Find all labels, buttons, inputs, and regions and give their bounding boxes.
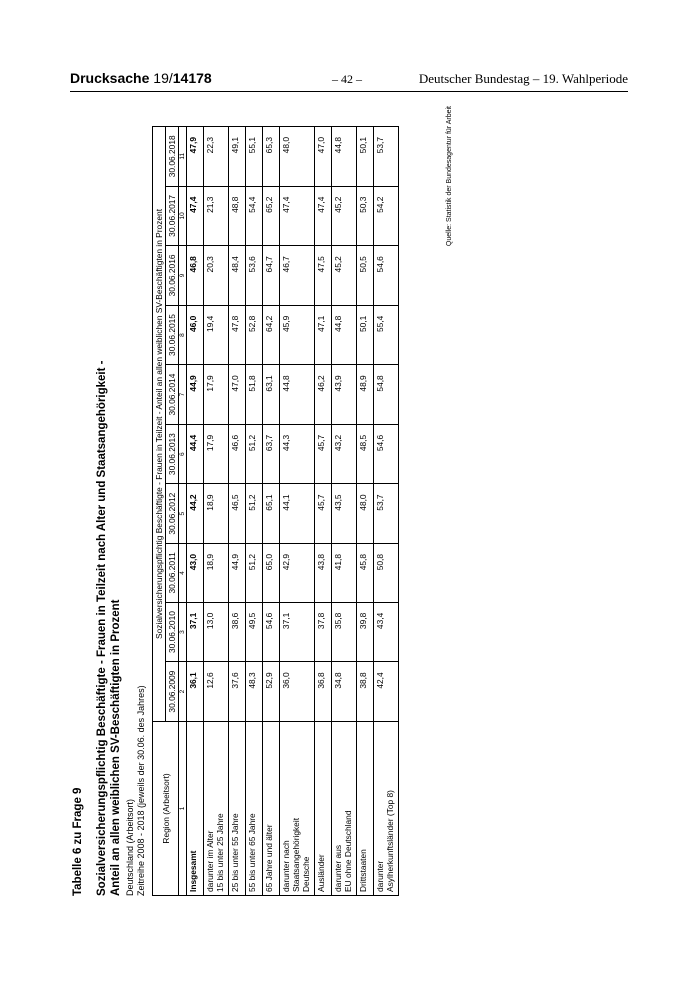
table-cell: 52,9 [263,662,280,722]
table-cell: 36,0 [280,662,315,722]
table-cell: 12,6 [204,662,229,722]
column-number-row [179,127,187,896]
table-cell: 39,8 [357,602,374,662]
table-cell: 65,2 [263,186,280,246]
table-cell: 46,6 [229,424,246,484]
table-cell: 51,2 [246,484,263,544]
table-cell: 54,6 [263,602,280,662]
table-cell: 46,7 [280,246,315,306]
table-cell: 53,7 [374,127,399,187]
table-cell: 43,0 [187,543,204,602]
table-cell: 54,4 [246,186,263,246]
row-label: darunter nach Staatsangehörigkeit Deutsche [280,721,315,895]
table-cell: 49,5 [246,602,263,662]
column-number: 1 [179,721,187,895]
header-doc-number-plain: 19/ [153,70,173,86]
table-row [280,127,315,896]
row-label: darunter aus EU ohne Deutschland [332,721,357,895]
table-cell: 41,8 [332,543,357,602]
table-cell: 42,4 [374,662,399,722]
table-row [229,127,246,896]
row-label: 55 bis unter 65 Jahre [246,721,263,895]
date-column-header: 30.06.2010 [166,602,179,662]
source-note: Quelle: Statistik der Bundesagentur für Arbeit [446,106,453,247]
table-cell: 43,5 [332,484,357,544]
date-column-header: 30.06.2018 [166,127,179,187]
header-rule [70,91,628,92]
page-header-left [70,70,212,86]
table-title-line2: Anteil an allen weiblichen SV-Beschäftigten in Prozent [110,599,122,896]
table-cell: 47,0 [315,127,332,187]
data-table [152,126,399,896]
column-number: 6 [179,424,187,484]
table-cell: 64,2 [263,305,280,365]
table-cell: 44,8 [280,365,315,425]
table-cell: 47,1 [315,305,332,365]
group-column-header: Sozialversicherungspflichtig Beschäftigte - Frauen in Teilzeit - Anteil an allen weiblichen SV-Beschäftigten in Prozent [153,127,166,722]
table-cell: 55,1 [246,127,263,187]
table-cell: 44,8 [332,127,357,187]
date-column-header: 30.06.2011 [166,543,179,602]
table-row [315,127,332,896]
date-column-header: 30.06.2015 [166,305,179,365]
header-doc-number [153,70,211,86]
table-cell: 21,3 [204,186,229,246]
column-number: 2 [179,662,187,722]
table-cell: 53,6 [246,246,263,306]
table-cell: 38,8 [357,662,374,722]
table-cell: 44,8 [332,305,357,365]
table-cell: 19,4 [204,305,229,365]
table-cell: 37,1 [280,602,315,662]
table-cell: 45,2 [332,246,357,306]
date-column-header: 30.06.2013 [166,424,179,484]
table-subtitle-line1: Deutschland (Arbeitsort) [125,798,135,896]
table-cell: 48,0 [280,127,315,187]
table-cell: 44,3 [280,424,315,484]
column-number: 5 [179,484,187,544]
table-cell: 18,9 [204,484,229,544]
table-cell: 51,2 [246,543,263,602]
table-cell: 46,8 [187,246,204,306]
table-cell: 42,9 [280,543,315,602]
table-cell: 65,0 [263,543,280,602]
table-cell: 37,8 [315,602,332,662]
column-number: 10 [179,186,187,246]
table-cell: 47,4 [280,186,315,246]
date-column-header: 30.06.2009 [166,662,179,722]
table-row [332,127,357,896]
table-cell: 47,8 [229,305,246,365]
table-cell: 54,6 [374,246,399,306]
date-column-header: 30.06.2016 [166,246,179,306]
table-cell: 34,8 [332,662,357,722]
column-number: 9 [179,246,187,306]
table-cell: 63,7 [263,424,280,484]
table-cell: 50,1 [357,127,374,187]
table-cell: 54,8 [374,365,399,425]
table-cell: 64,7 [263,246,280,306]
table-cell: 45,2 [332,186,357,246]
table-cell: 51,8 [246,365,263,425]
column-number: 11 [179,127,187,187]
table-cell: 36,8 [315,662,332,722]
table-cell: 22,3 [204,127,229,187]
table-cell: 55,4 [374,305,399,365]
table-cell: 37,1 [187,602,204,662]
row-label: 65 Jahre und älter [263,721,280,895]
table-cell: 37,6 [229,662,246,722]
region-column-header: Region (Arbeitsort) [153,721,179,895]
row-label: Ausländer [315,721,332,895]
table-cell: 43,9 [332,365,357,425]
table-cell: 48,8 [229,186,246,246]
table-cell: 48,3 [246,662,263,722]
page-number: – 42 – [332,72,362,86]
row-label: Insgesamt [187,721,204,895]
table-cell: 54,2 [374,186,399,246]
table-cell: 51,2 [246,424,263,484]
table-cell: 38,6 [229,602,246,662]
table-cell: 49,1 [229,127,246,187]
table-cell: 13,0 [204,602,229,662]
table-cell: 50,3 [357,186,374,246]
table-cell: 46,5 [229,484,246,544]
table-cell: 48,0 [357,484,374,544]
table-cell: 47,4 [187,186,204,246]
table-cell: 45,7 [315,484,332,544]
column-number: 8 [179,305,187,365]
table-row [263,127,280,896]
table-row [204,127,229,896]
table-cell: 45,7 [315,424,332,484]
table-row [374,127,399,896]
table-cell: 65,3 [263,127,280,187]
column-number: 3 [179,602,187,662]
table-cell: 44,4 [187,424,204,484]
table-cell: 65,1 [263,484,280,544]
table-body [187,127,399,896]
table-cell: 44,2 [187,484,204,544]
row-label: Drittstaaten [357,721,374,895]
table-row [357,127,374,896]
column-number: 4 [179,543,187,602]
table-cell: 47,4 [315,186,332,246]
table-cell: 50,1 [357,305,374,365]
table-subtitle-line2: Zeitreihe 2008 - 2018 (jeweils der 30.06. des Jahres) [136,685,146,896]
table-cell: 45,9 [280,305,315,365]
row-label: 25 bis unter 55 Jahre [229,721,246,895]
table-cell: 43,4 [374,602,399,662]
date-column-header: 30.06.2012 [166,484,179,544]
rotated-table-page [68,106,496,896]
table-cell: 44,9 [187,365,204,425]
table-row [246,127,263,896]
table-cell: 43,8 [315,543,332,602]
table-cell: 46,0 [187,305,204,365]
table-cell: 36,1 [187,662,204,722]
table-cell: 44,9 [229,543,246,602]
table-title-line1: Sozialversicherungspflichtig Beschäftigte - Frauen in Teilzeit nach Alter und Staatsangehörigkeit - [96,360,108,896]
table-cell: 54,6 [374,424,399,484]
table-cell: 50,8 [374,543,399,602]
table-cell: 44,1 [280,484,315,544]
table-cell: 17,9 [204,365,229,425]
table-cell: 17,9 [204,424,229,484]
table-cell: 20,3 [204,246,229,306]
table-cell: 47,0 [229,365,246,425]
table-cell: 35,8 [332,602,357,662]
table-label: Tabelle 6 zu Frage 9 [72,787,84,896]
table-cell: 47,5 [315,246,332,306]
table-cell: 48,5 [357,424,374,484]
table-cell: 47,9 [187,127,204,187]
table-cell: 48,4 [229,246,246,306]
row-label: darunter im Alter 15 bis unter 25 Jahre [204,721,229,895]
header-doc-prefix: Drucksache [70,70,154,86]
table-cell: 50,5 [357,246,374,306]
date-column-header: 30.06.2017 [166,186,179,246]
table-row [187,127,204,896]
date-column-header: 30.06.2014 [166,365,179,425]
table-cell: 45,8 [357,543,374,602]
table-cell: 43,2 [332,424,357,484]
table-cell: 53,7 [374,484,399,544]
page-header-right: Deutscher Bundestag – 19. Wahlperiode [418,71,628,86]
table-cell: 52,8 [246,305,263,365]
table-cell: 48,9 [357,365,374,425]
row-label: darunter Asylherkunftsländer (Top 8) [374,721,399,895]
table-cell: 46,2 [315,365,332,425]
table-cell: 18,9 [204,543,229,602]
column-number: 7 [179,365,187,425]
table-cell: 63,1 [263,365,280,425]
header-doc-number-bold: 14178 [172,70,212,86]
